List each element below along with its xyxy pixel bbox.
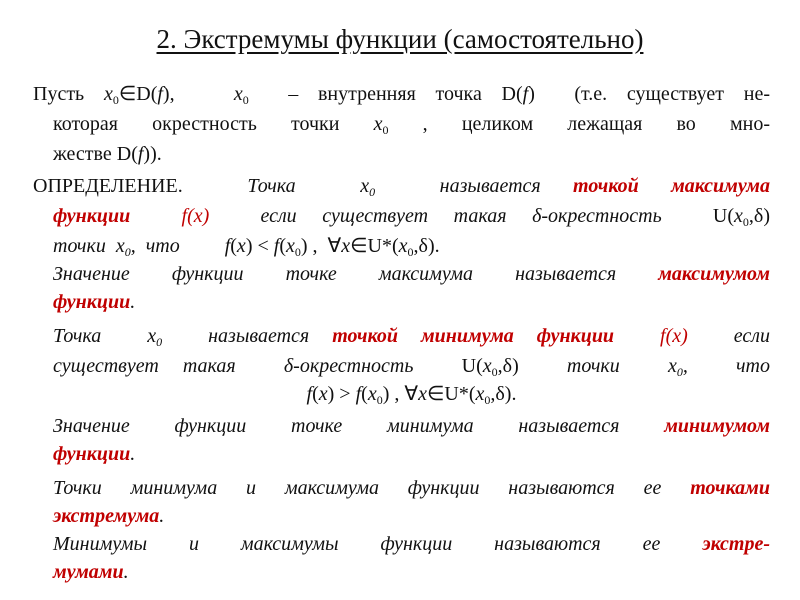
max-value-line-2 — [53, 290, 135, 314]
intro-line-1 — [33, 82, 770, 112]
text-segment: существует такая δ-окрестность — [53, 355, 462, 377]
text-segment: x — [233, 83, 243, 105]
definition-max-line-3 — [53, 234, 440, 264]
definition-max-line-1 — [33, 174, 770, 204]
text-segment: x — [373, 113, 383, 135]
text-segment: x — [341, 235, 351, 257]
text-segment: ∈U*( — [350, 235, 399, 257]
text-segment: U( — [712, 205, 735, 227]
text-segment: жестве D( — [53, 143, 138, 165]
text-segment: Пусть — [33, 83, 104, 105]
text-segment: Точки минимума и максимума функции называются ее — [53, 477, 691, 499]
text-segment: f(x) — [614, 325, 688, 347]
subscript: 0 — [376, 393, 383, 407]
text-segment: x — [418, 383, 427, 405]
text-segment: x — [236, 235, 246, 257]
definition-min-line-2 — [53, 354, 770, 384]
text-segment: Значение функции точке максимума называется — [53, 263, 659, 285]
text-segment: ,δ) — [748, 205, 770, 227]
text-segment: x — [398, 235, 408, 257]
highlighted-term: экстремума — [53, 505, 160, 527]
highlighted-term: минимумом — [664, 415, 770, 437]
min-value-line-1 — [53, 414, 770, 438]
text-segment: f — [137, 143, 144, 165]
highlighted-term: максимумом — [658, 263, 770, 285]
highlighted-term: мумами — [53, 561, 124, 583]
text-segment: ,δ). — [490, 383, 517, 405]
text-segment: f — [273, 235, 280, 257]
text-segment: ,δ) — [497, 355, 519, 377]
text-segment: f — [130, 205, 188, 227]
text-segment: x — [318, 383, 328, 405]
extremum-points-line-1 — [53, 476, 770, 500]
subscript: 0 — [382, 123, 389, 137]
intro-line-3 — [53, 142, 162, 166]
text-segment: . — [130, 443, 136, 465]
intro-line-2 — [53, 112, 770, 142]
subscript: 0 — [742, 215, 749, 229]
subscript: 0 — [242, 93, 249, 107]
text-segment: . — [130, 291, 136, 313]
text-segment: , что — [682, 355, 770, 377]
text-segment: f — [355, 383, 362, 405]
text-segment: f — [306, 383, 313, 405]
text-segment: Значение функции точке минимума называется — [53, 415, 665, 437]
text-segment: ( — [279, 235, 286, 257]
highlighted-term: точкой максимума — [573, 175, 770, 197]
extrema-line-1 — [53, 532, 770, 556]
text-segment: x — [734, 205, 743, 227]
text-segment: )). — [143, 143, 162, 165]
highlighted-term: экстре- — [702, 533, 770, 555]
text-segment: f — [522, 83, 529, 105]
text-segment: . — [123, 561, 129, 583]
text-segment: (x) — [187, 205, 210, 227]
text-segment: ) , ∀ — [300, 235, 342, 257]
highlighted-term: функции — [53, 205, 131, 227]
text-segment: ) (т.е. существует не- — [528, 83, 771, 105]
highlighted-term: точкой минимума функции — [332, 325, 615, 347]
text-segment: ( — [312, 383, 319, 405]
text-segment: ∈U*( — [426, 383, 476, 405]
definition-max-line-2 — [53, 204, 770, 234]
subscript: 0 — [369, 185, 376, 199]
subscript: 0 — [676, 365, 683, 379]
definition-min-line-1 — [53, 324, 770, 354]
text-segment: f — [157, 83, 163, 105]
slide-title: 2. Экстремумы функции (самостоятельно) — [156, 24, 644, 54]
text-segment: x — [367, 383, 377, 405]
highlighted-term: функции — [53, 291, 131, 313]
highlighted-term: функции — [53, 443, 131, 465]
text-segment: ), — [162, 83, 234, 105]
text-segment: Минимумы и максимумы функции называются ее — [53, 533, 703, 555]
text-segment: x — [475, 383, 485, 405]
subscript: 0 — [294, 245, 301, 259]
text-segment: точки x — [53, 235, 125, 257]
text-segment: точки x — [518, 355, 677, 377]
text-segment: которая окрестность точки — [53, 113, 374, 135]
text-segment: x — [286, 235, 295, 257]
extrema-line-2 — [53, 560, 129, 584]
text-segment: ( — [361, 383, 368, 405]
min-value-line-2 — [53, 442, 135, 466]
text-segment: x — [482, 355, 492, 377]
text-segment: – внутренняя точка D( — [248, 83, 523, 105]
text-segment: , что — [130, 235, 225, 257]
definition-min-line-3 — [53, 382, 770, 412]
text-segment: ∈D( — [118, 83, 158, 105]
text-segment: ) < — [245, 235, 274, 257]
text-segment: . — [159, 505, 165, 527]
text-segment: Точка x — [53, 325, 157, 347]
subscript: 0 — [491, 365, 498, 379]
text-segment: , целиком лежащая во мно- — [388, 113, 770, 135]
subscript: 0 — [484, 393, 491, 407]
subscript: 0 — [407, 245, 414, 259]
text-segment: если существует такая δ-окрестность — [209, 205, 713, 227]
text-segment: ,δ). — [413, 235, 440, 257]
text-segment: ) , ∀ — [382, 383, 419, 405]
text-segment: называется — [162, 325, 333, 347]
text-segment: называется — [375, 175, 574, 197]
max-value-line-1 — [53, 262, 770, 286]
subscript: 0 — [124, 245, 131, 259]
text-segment: ( — [230, 235, 237, 257]
text-segment: если — [687, 325, 771, 347]
text-segment: f — [224, 235, 231, 257]
text-segment: U( — [461, 355, 483, 377]
subscript: 0 — [112, 93, 119, 107]
subscript: 0 — [156, 335, 163, 349]
text-segment: ) > — [327, 383, 356, 405]
highlighted-term: точками — [690, 477, 770, 499]
text-segment: x — [103, 83, 113, 105]
text-segment: ОПРЕДЕЛЕНИЕ. — [33, 175, 248, 197]
extremum-points-line-2 — [53, 504, 164, 528]
text-segment: Точка x — [247, 175, 370, 197]
